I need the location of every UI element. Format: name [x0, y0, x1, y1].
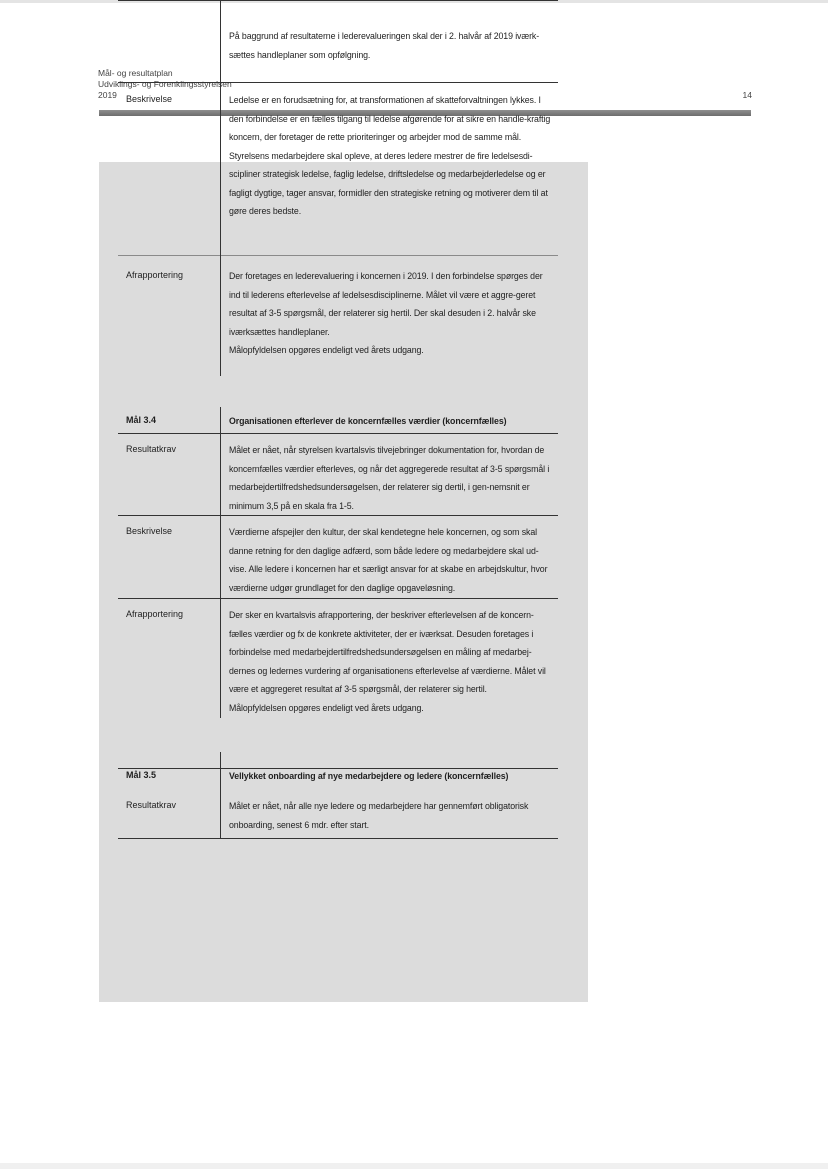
row-paragraph: Der foretages en lederevaluering i koncernen i 2019. I den forbindelse spørges der ind til lederens efterlevelse af ledelsesdisciplinerne. Målet vil være et aggre-geret resultat af 3-5 spørgsmål, der relaterer sig hertil. Der skal desuden i 2. halvår ske iværksættes handleplaner. — [229, 271, 543, 337]
row-content — [229, 523, 554, 597]
row-paragraph: Ledelse er en forudsætning for, at transformationen af skatteforvaltningen lykkes. I den forbindelse er en fælles tilgang til ledelse afgørende for at sikre en handle-kraftig koncern, der foretager de rette prioriteringer og arbejder mod de samme mål. — [229, 95, 551, 142]
row-paragraph: Værdierne afspejler den kultur, der skal kendetegne hele koncernen, og som skal danne retning for den daglige adfærd, som både ledere og medarbejdere skal ud-vise. Alle ledere i koncernen har et særligt ansvar for at skabe en arbejdskultur, hvor værdierne udgør grundlaget for den daglige opgaveløsning. — [229, 527, 548, 593]
row-paragraph: Styrelsens medarbejdere skal opleve, at deres ledere mestrer de fire ledelsesdi-scipliner strategisk ledelse, faglig ledelse, driftsledelse og medarbejderledelse og er fagligt dygtige, tager ansvar, formidler den strategiske retning og motiverer dem til at gøre deres bedste. — [229, 150, 548, 216]
row-paragraph: Målet er nået, når alle nye ledere og medarbejdere har gennemført obligatorisk onboarding, senest 6 mdr. efter start. — [229, 801, 529, 830]
goal-row — [118, 407, 558, 433]
table-row — [118, 601, 558, 721]
row-paragraph: Målet er nået, når styrelsen kvartalsvis tilvejebringer dokumentation for, hvordan de koncernfælles værdier efterleves, og når det aggregerede resultat af 3-5 spørgsmål i medarbejdertilfredshedsundersøgelsen, der relaterer sig dertil, i gen-nemsnit er minimum 3,5 på en skala fra 1-5. — [229, 445, 550, 511]
row-paragraph: Organisationen efterlever de koncernfælles værdier (koncernfælles) — [229, 416, 507, 426]
table-row — [118, 792, 558, 838]
row-paragraph: På baggrund af resultaterne i lederevalueringen skal der i 2. halvår af 2019 iværk-sættes handleplaner som opfølgning. — [229, 31, 540, 60]
goal-label: Mål 3.4 — [126, 415, 157, 425]
row-label: Beskrivelse — [126, 526, 173, 536]
row-content — [229, 27, 554, 64]
row-content — [229, 606, 554, 717]
page-number: 14 — [742, 90, 752, 100]
goal-row — [118, 762, 558, 788]
row-paragraph: Målopfyldelsen opgøres endeligt ved årets udgang. — [229, 345, 424, 355]
row-label: Afrapportering — [126, 270, 184, 280]
header-title: Mål- og resultatplan — [98, 68, 173, 78]
row-paragraph: Målopfyldelsen opgøres endeligt ved årets udgang. — [229, 702, 424, 713]
table-rule — [118, 598, 558, 599]
row-paragraph: Der sker en kvartalsvis afrapportering, der beskriver efterlevelsen af de koncern-fælles værdier og fx de konkrete aktiviteter, der er iværksat. Desuden foretages i forbindelse med medarbejdertilfredshedsundersøgelsen en måling af medarbej-dernes og ledernes vurdering af organisationens efterlevelse af værdierne. Målet vil være et aggregeret resultat af 3-5 spørgsmål, der relaterer sig hertil. — [229, 610, 546, 694]
row-content — [229, 441, 554, 515]
table-row — [118, 86, 558, 255]
goal-label: Mål 3.5 — [126, 770, 157, 780]
row-label: Beskrivelse — [126, 94, 173, 104]
row-label: Afrapportering — [126, 609, 184, 619]
table-row — [118, 518, 558, 598]
header-year: 2019 — [98, 90, 117, 100]
table-rule — [118, 255, 558, 256]
page-bottom-edge — [0, 1163, 828, 1169]
row-label: Resultatkrav — [126, 444, 177, 454]
row-content — [229, 797, 554, 834]
goal-title — [229, 412, 554, 431]
row-content — [229, 267, 554, 360]
row-content — [229, 91, 554, 221]
table-rule — [118, 0, 558, 1]
table-rule — [118, 82, 558, 83]
goal-title — [229, 767, 554, 786]
table-row — [118, 262, 558, 412]
table-row — [118, 436, 558, 516]
row-label: Resultatkrav — [126, 800, 177, 810]
table-row — [118, 22, 558, 82]
header-agency: Udviklings- og Forenklingsstyrelsen — [98, 79, 232, 89]
table-rule — [118, 838, 558, 839]
row-paragraph: Vellykket onboarding af nye medarbejdere og ledere (koncernfælles) — [229, 771, 509, 781]
table-rule — [118, 433, 558, 434]
